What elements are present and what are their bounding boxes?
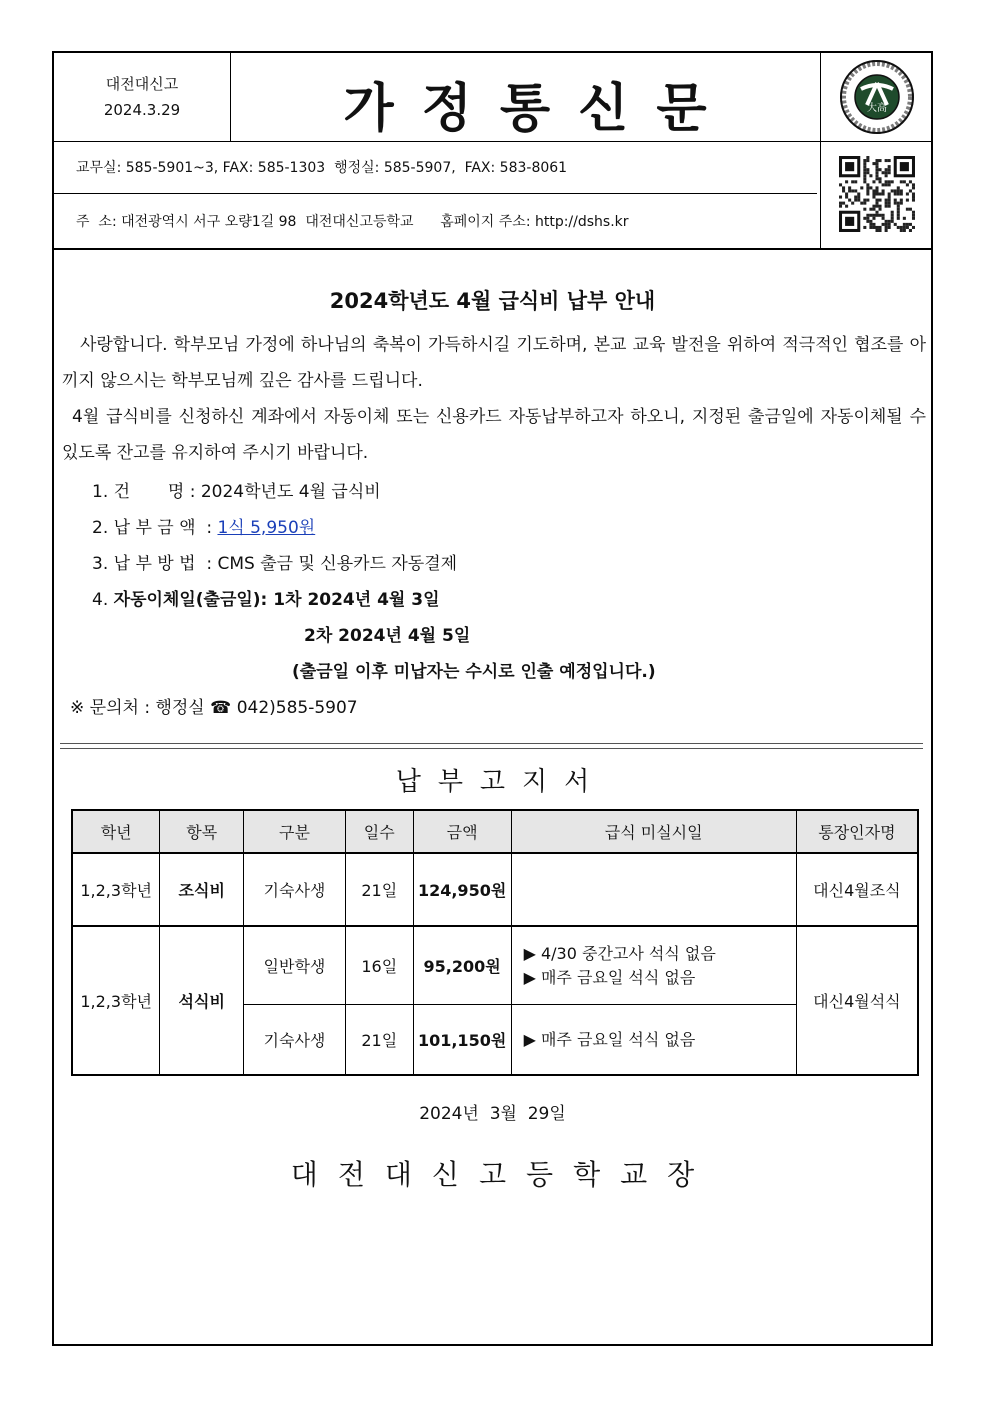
header-no-meal-days: 급식 미실시일: [511, 810, 796, 853]
item-4-prefix: 4.: [92, 590, 109, 610]
inquiry-contact: ※ 문의처 : 행정실 ☎ 042)585-5907: [70, 698, 358, 718]
dinner-account: 대신4월석식: [796, 926, 918, 1075]
document-page: [52, 51, 933, 1346]
bill-table: [71, 809, 919, 1076]
issue-date: 2024.3.29: [103, 101, 181, 119]
bill-title: 납부고지서: [395, 767, 607, 797]
title-cell: [230, 53, 820, 141]
dinner-general-amount: 95,200원: [413, 926, 511, 1005]
svg-text:大高: 大高: [867, 103, 887, 114]
header-item: 항목: [160, 810, 244, 853]
item-4: [92, 585, 440, 610]
breakfast-note: [511, 853, 796, 926]
header-top-row: [54, 53, 931, 142]
school-logo-icon: [821, 53, 934, 141]
notice-paragraph-1: 사랑합니다. 학부모님 가정에 하나님의 축복이 가득하시길 기도하며, 본교 교육 발전을 위하여 적극적인 협조를 아끼지 않으시는 학부모님께 깊은 감사를 드립니다.: [62, 335, 926, 391]
item-4-note: (출금일 이후 미납자는 수시로 인출 예정입니다.): [292, 662, 656, 682]
page-title: 가정통신문: [343, 79, 735, 139]
school-date-cell: [54, 53, 231, 141]
notice-paragraph-2: 4월 급식비를 신청하신 계좌에서 자동이체 또는 신용카드 자동납부하고자 하오니, 지정된 출금일에 자동이체될 수 있도록 잔고를 유지하여 주시기 바랍니다.: [62, 407, 926, 463]
breakfast-amount: 124,950원: [413, 853, 511, 926]
dinner-dorm-type: 기숙사생: [244, 1005, 346, 1076]
item-1: [92, 477, 381, 502]
address-homepage: 주 소: 대전광역시 서구 오량1길 98 대전대신고등학교 홈페이지 주소: http://dshs.kr: [76, 214, 629, 230]
dinner-dorm-note: ▶ 매주 금요일 석식 없음: [511, 1005, 796, 1076]
item-1-label: 1. 건 명 :: [92, 482, 196, 502]
table-header-row: [72, 810, 918, 853]
item-2: [92, 513, 315, 538]
header-amount: 금액: [413, 810, 511, 853]
breakfast-grade: 1,2,3학년: [72, 853, 160, 926]
breakfast-item: 조식비: [160, 853, 244, 926]
dinner-dorm-amount: 101,150원: [413, 1005, 511, 1076]
breakfast-type: 기숙사생: [244, 853, 346, 926]
header-days: 일수: [345, 810, 413, 853]
item-1-value: 2024학년도 4월 급식비: [200, 482, 381, 502]
dinner-general-note: [511, 926, 796, 1005]
logo-cell: [820, 53, 934, 141]
header-grade: 학년: [72, 810, 160, 853]
item-3: [92, 549, 457, 574]
item-4-second-withdrawal: 2차 2024년 4월 5일: [304, 626, 471, 646]
header-type: 구분: [244, 810, 346, 853]
table-row: [72, 853, 918, 926]
school-short-name: 대전대신고: [105, 75, 179, 93]
qr-code-icon[interactable]: [821, 141, 934, 249]
issue-date-footer: 2024년 3월 29일: [419, 1104, 566, 1124]
dinner-grade: 1,2,3학년: [72, 926, 160, 1075]
principal-signature: 대전대신고등학교장: [290, 1158, 715, 1191]
breakfast-account: 대신4월조식: [796, 853, 918, 926]
note-friday: ▶ 매주 금요일 석식 없음: [523, 967, 696, 987]
header-divider: [54, 248, 931, 250]
contact-numbers: 교무실: 585-5901~3, FAX: 585-1303 행정실: 585-5907, FAX: 583-8061: [76, 160, 568, 176]
item-4-first-withdrawal: 자동이체일(출금일): 1차 2024년 4월 3일: [113, 590, 440, 610]
dinner-general-type: 일반학생: [244, 926, 346, 1005]
notice-title: 2024학년도 4월 급식비 납부 안내: [329, 289, 656, 313]
section-divider: [60, 743, 923, 749]
item-3-label: 3. 납 부 방 법 :: [92, 554, 213, 574]
breakfast-days: 21일: [345, 853, 413, 926]
dinner-general-days: 16일: [345, 926, 413, 1005]
table-row: [72, 926, 918, 1005]
note-exam: ▶ 4/30 중간고사 석식 없음: [523, 943, 716, 963]
item-3-value: CMS 출금 및 신용카드 자동결제: [217, 554, 458, 574]
item-2-amount: 1식 5,950원: [217, 518, 316, 538]
contact-row: [54, 141, 817, 194]
header-account-name: 통장인자명: [796, 810, 918, 853]
item-2-label: 2. 납 부 금 액 :: [92, 518, 213, 538]
address-row: [54, 193, 817, 249]
dinner-dorm-days: 21일: [345, 1005, 413, 1076]
qr-cell: [820, 141, 934, 249]
dinner-item: 석식비: [160, 926, 244, 1075]
